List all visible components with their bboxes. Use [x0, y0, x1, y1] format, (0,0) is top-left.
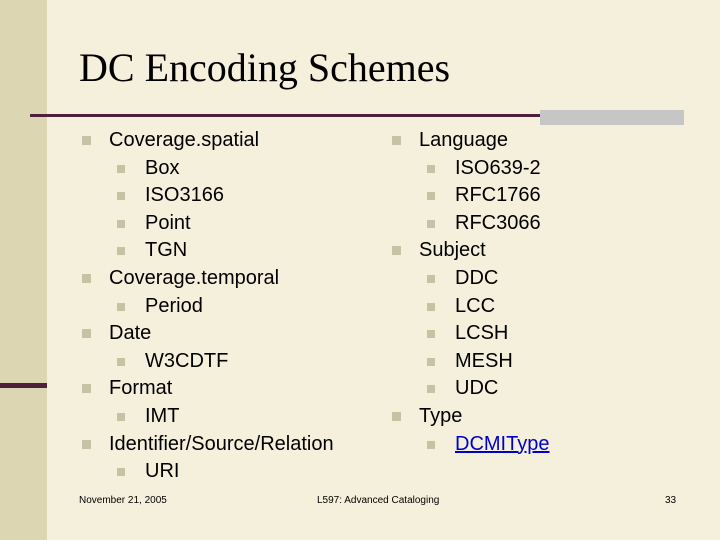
list-item	[82, 375, 334, 403]
square-bullet-icon	[82, 440, 91, 449]
list-item-label: ISO639-2	[455, 156, 541, 179]
list-item	[392, 403, 549, 431]
square-bullet-icon	[427, 441, 435, 449]
list-item	[82, 210, 334, 238]
square-bullet-icon	[427, 220, 435, 228]
list-item-label: Identifier/Source/Relation	[109, 432, 334, 455]
list-item	[392, 265, 549, 293]
square-bullet-icon	[82, 274, 91, 283]
list-item-label: Point	[145, 211, 191, 234]
list-item	[392, 348, 549, 376]
square-bullet-icon	[117, 413, 125, 421]
list-item-label: UDC	[455, 377, 499, 400]
square-bullet-icon	[117, 192, 125, 200]
list-item	[82, 403, 334, 431]
list-item-label: Period	[145, 294, 203, 317]
list-item	[392, 293, 549, 321]
list-item-label: IMT	[145, 404, 180, 427]
dcmitype-link[interactable]: DCMIType	[455, 432, 550, 455]
list-item	[82, 293, 334, 321]
list-item-label: Coverage.temporal	[109, 266, 280, 289]
list-item	[392, 182, 549, 210]
list-item-label: TGN	[145, 239, 188, 262]
list-item-label: Box	[145, 156, 180, 179]
list-item-label: Coverage.spatial	[109, 129, 260, 151]
list-item	[82, 320, 334, 348]
list-item	[392, 237, 549, 265]
square-bullet-icon	[117, 247, 125, 255]
square-bullet-icon	[392, 136, 401, 145]
list-item	[82, 182, 334, 210]
left-decorative-band	[0, 0, 47, 540]
square-bullet-icon	[117, 220, 125, 228]
left-band-accent	[0, 383, 47, 388]
list-item	[82, 348, 334, 376]
title-rule-block	[540, 110, 684, 125]
square-bullet-icon	[117, 303, 125, 311]
list-item	[82, 431, 334, 459]
list-item-label: RFC1766	[455, 184, 541, 207]
list-item	[392, 210, 549, 238]
list-item	[82, 155, 334, 183]
list-item-label: Date	[109, 322, 152, 345]
square-bullet-icon	[117, 468, 125, 476]
list-item	[392, 375, 549, 403]
list-item-label: Subject	[419, 239, 486, 262]
slide-title: DC Encoding Schemes	[79, 45, 451, 90]
list-item	[82, 265, 334, 293]
list-item	[392, 431, 549, 459]
list-item-label: URI	[145, 460, 180, 483]
left-bullet-list	[82, 127, 334, 486]
square-bullet-icon	[392, 412, 401, 421]
list-item	[82, 237, 334, 265]
footer-date: November 21, 2005	[79, 495, 167, 506]
square-bullet-icon	[427, 385, 435, 393]
square-bullet-icon	[427, 165, 435, 173]
list-item-label: Type	[419, 404, 463, 427]
square-bullet-icon	[427, 275, 435, 283]
square-bullet-icon	[117, 165, 125, 173]
title-rule	[30, 114, 540, 117]
square-bullet-icon	[427, 358, 435, 366]
list-item-label: LCSH	[455, 322, 509, 345]
list-item	[82, 127, 334, 155]
page-number: 33	[665, 495, 677, 506]
list-item-label: Format	[109, 377, 173, 400]
list-item-label: MESH	[455, 349, 513, 372]
list-item	[82, 458, 334, 486]
square-bullet-icon	[427, 330, 435, 338]
square-bullet-icon	[82, 329, 91, 338]
square-bullet-icon	[427, 303, 435, 311]
square-bullet-icon	[82, 136, 91, 145]
list-item-label: Language	[419, 129, 508, 151]
square-bullet-icon	[82, 384, 91, 393]
list-item	[392, 320, 549, 348]
square-bullet-icon	[427, 192, 435, 200]
list-item-label: W3CDTF	[145, 349, 229, 372]
square-bullet-icon	[392, 246, 401, 255]
list-item-label: LCC	[455, 294, 496, 317]
list-item	[392, 155, 549, 183]
footer-course: L597: Advanced Cataloging	[317, 495, 440, 506]
list-item	[392, 127, 549, 155]
square-bullet-icon	[117, 358, 125, 366]
list-item-label: DDC	[455, 266, 499, 289]
right-bullet-list	[392, 127, 549, 458]
list-item-label: RFC3066	[455, 211, 541, 234]
list-item-label: ISO3166	[145, 184, 224, 207]
